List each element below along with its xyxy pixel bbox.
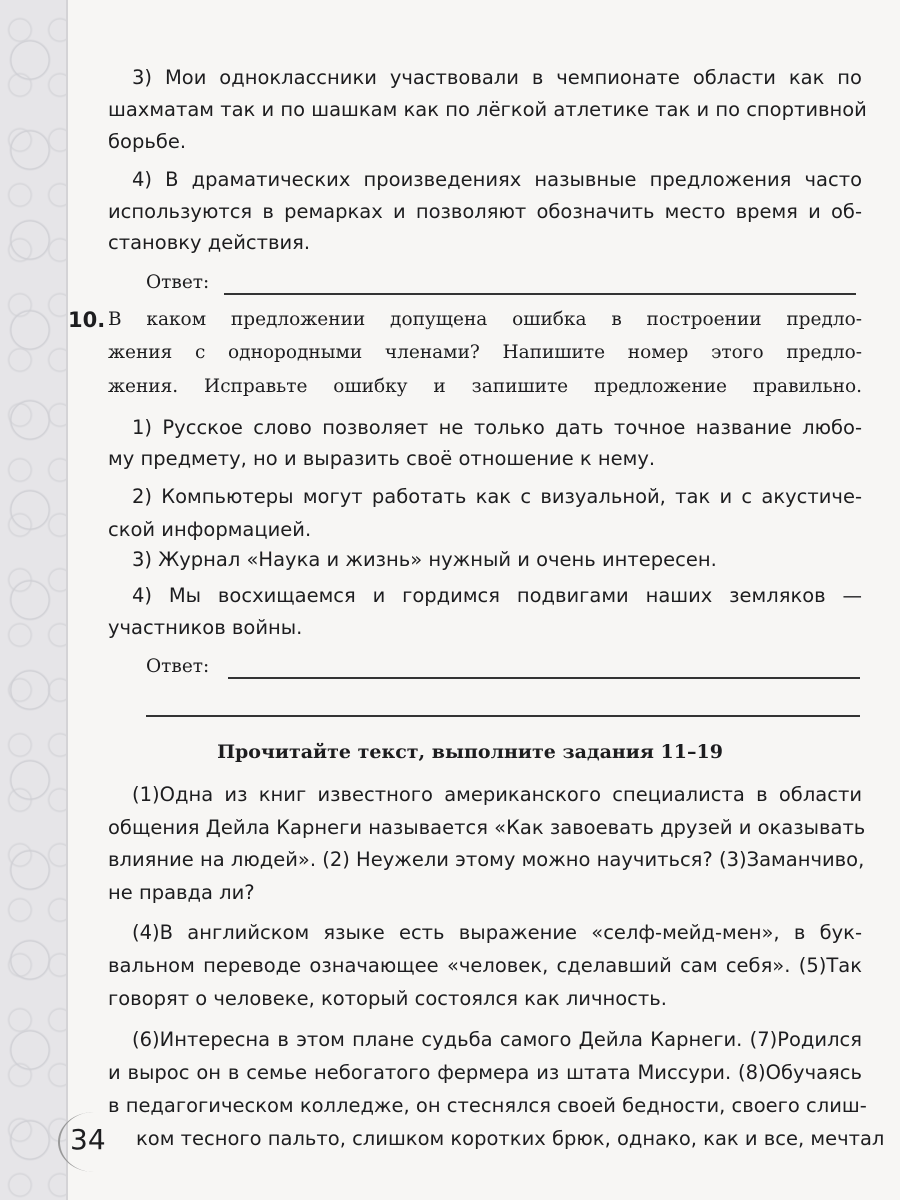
text-line: и вырос он в семье небогатого фермера из штата Миссури. (8)Обучаясь	[108, 1061, 862, 1084]
decorative-margin	[0, 0, 66, 1200]
answer-line[interactable]	[224, 293, 856, 295]
text-line: (4)В английском языке есть выражение «селф-мейд-мен», в бук-	[132, 921, 862, 944]
option-text: используются в ремарках и позволяют обозначить место время и об-	[108, 200, 862, 223]
task-question: жения. Исправьте ошибку и запишите предложение правильно.	[108, 376, 862, 397]
text-line: не правда ли?	[108, 881, 255, 904]
option-text: 1) Русское слово позволяет не только дать точное название любо-	[132, 416, 862, 439]
option-text: ской информацией.	[108, 518, 312, 541]
option-text: участников войны.	[108, 616, 303, 639]
option-text: 4) Мы восхищаемся и гордимся подвигами наших земляков —	[132, 584, 862, 607]
text-line: говорят о человеке, который состоялся как личность.	[108, 987, 667, 1010]
margin-divider	[66, 0, 68, 1200]
answer-label: Ответ:	[146, 656, 210, 677]
task-question: жения с однородными членами? Напишите номер этого предло-	[108, 342, 862, 363]
option-text: 2) Компьютеры могут работать как с визуальной, так и с акустиче-	[132, 485, 862, 508]
answer-line[interactable]	[228, 677, 860, 679]
option-text: шахматам так и по шашкам как по лёгкой атлетике так и по спортивной	[108, 98, 867, 121]
option-text: становку действия.	[108, 231, 311, 254]
option-text: борьбе.	[108, 130, 187, 153]
text-line: влияние на людей». (2) Неужели этому можно научиться? (3)Заманчиво,	[108, 848, 865, 871]
text-line: (1)Одна из книг известного американского специалиста в области	[132, 783, 862, 806]
option-text: 4) В драматических произведениях назывные предложения часто	[132, 168, 862, 191]
text-line: в педагогическом колледже, он стеснялся своей бедности, своего слиш-	[108, 1094, 867, 1117]
text-line: общения Дейла Карнеги называется «Как завоевать друзей и оказывать	[108, 816, 866, 839]
text-line: вальном переводе означающее «человек, сделавший сам себя». (5)Так	[108, 954, 862, 977]
section-heading: Прочитайте текст, выполните задания 11–19	[217, 741, 723, 763]
option-text: 3) Мои одноклассники участвовали в чемпионате области как по	[132, 66, 862, 89]
task-question: В каком предложении допущена ошибка в построении предло-	[108, 309, 862, 330]
answer-line[interactable]	[146, 715, 860, 717]
task-number: 10.	[68, 308, 106, 332]
text-line: (6)Интересна в этом плане судьба самого Дейла Карнеги. (7)Родился	[132, 1028, 862, 1051]
answer-label: Ответ:	[146, 272, 210, 293]
option-text: му предмету, но и выразить своё отношение к нему.	[108, 447, 656, 470]
page-number: 34	[70, 1123, 106, 1156]
text-line: ком тесного пальто, слишком коротких брюк, однако, как и все, мечтал	[136, 1127, 885, 1150]
option-text: 3) Журнал «Наука и жизнь» нужный и очень интересен.	[132, 548, 717, 571]
